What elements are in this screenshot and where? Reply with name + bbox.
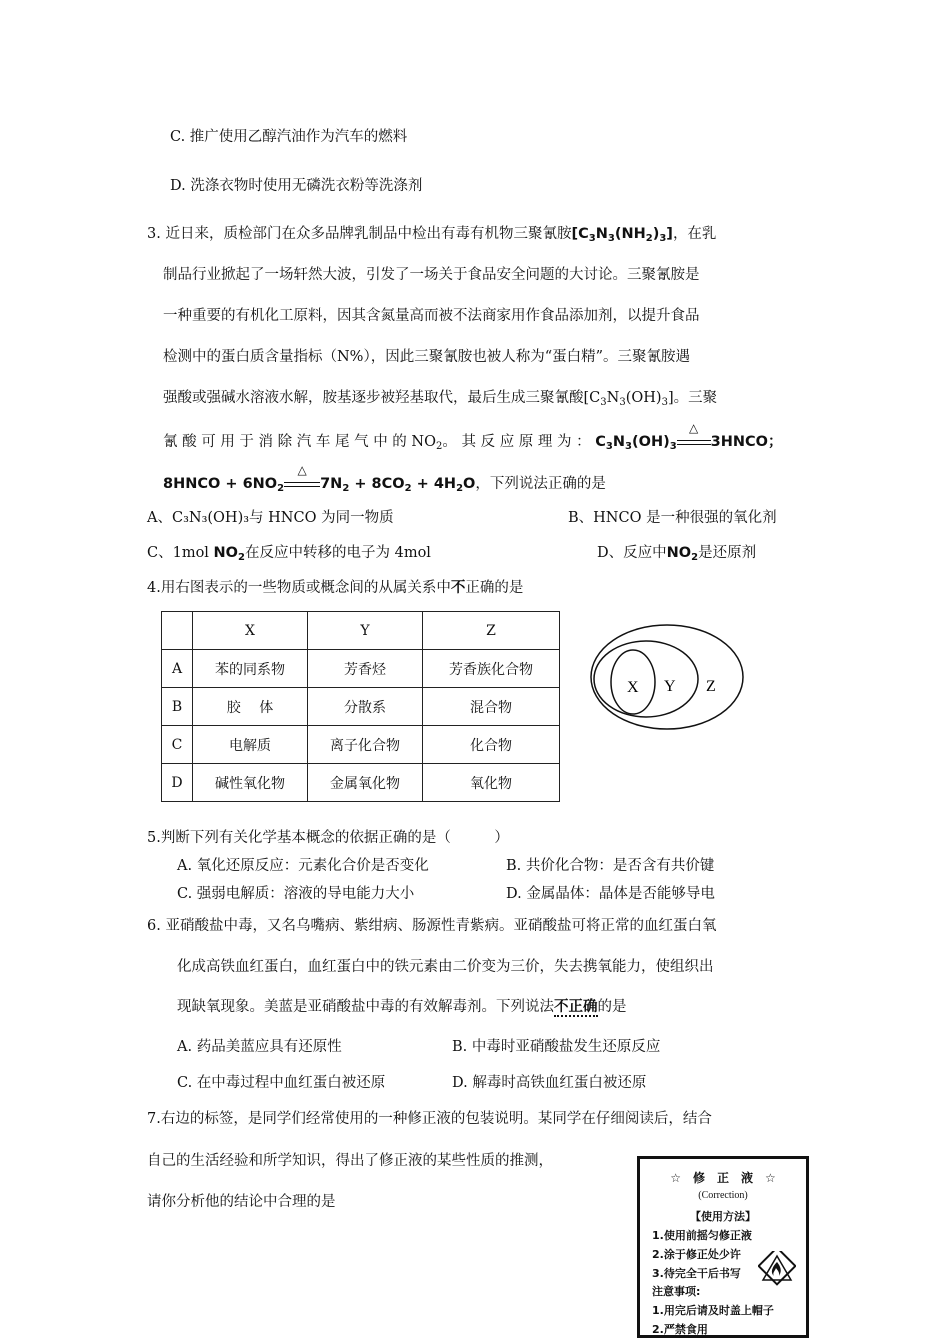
q3-line-1-text: 3. 近日来，质检部门在众多品牌乳制品中检出有毒有机物三聚氰胺 bbox=[147, 226, 572, 242]
q6-line-3-text: 现缺氧现象。美蓝是亚硝酸盐中毒的有效解毒剂。下列说法 bbox=[177, 999, 554, 1015]
table-cell: 胶 体 bbox=[193, 688, 308, 726]
table-row bbox=[162, 764, 560, 802]
label-usage-3: 3.待完全干后书写 bbox=[652, 1267, 741, 1280]
label-usage-1: 1.使用前摇匀修正液 bbox=[652, 1229, 752, 1242]
q5-option-b: B. 共价化合物：是否含有共价键 bbox=[506, 858, 715, 874]
q5-option-c: C. 强弱电解质：溶液的导电能力大小 bbox=[177, 886, 415, 902]
q3-line-5-text: 强酸或强碱水溶液水解，胺基逐步被羟基取代，最后生成三聚氰酸 bbox=[163, 390, 584, 406]
q5-stem: 5.判断下列有关化学基本概念的依据正确的是（ ） bbox=[147, 830, 509, 846]
q3-option-a: A、C₃N₃(OH)₃与 HNCO 为同一物质 bbox=[147, 510, 394, 526]
label-note-2: 2.严禁食用 bbox=[652, 1323, 708, 1336]
q7-line-2: 自己的生活经验和所学知识，得出了修正液的某些性质的推测， bbox=[147, 1153, 553, 1169]
q7-line-1: 7.右边的标签，是同学们经常使用的一种修正液的包装说明。某同学在仔细阅读后，结合 bbox=[147, 1111, 712, 1127]
label-subtitle: (Correction) bbox=[698, 1190, 748, 1201]
q3-line-1-tail: ，在乳 bbox=[672, 226, 717, 242]
label-usage-2: 2.涂于修正处少许 bbox=[652, 1248, 741, 1261]
venn-diagram bbox=[588, 622, 750, 732]
q3-equation-2: 8HNCO + $6NO_2$ △ $7N_2 + 8CO_2 + 4H_2O$，下列说法正确的是 bbox=[163, 474, 606, 499]
table-cell: 金属氧化物 bbox=[308, 764, 423, 802]
q4-stem-tail: 正确的是 bbox=[465, 580, 524, 596]
table-cell: 电解质 bbox=[193, 726, 308, 764]
q3-option-d-tail: 是还原剂 bbox=[698, 545, 757, 561]
table-row bbox=[162, 688, 560, 726]
q3-no2: $NO_2$ bbox=[411, 434, 443, 452]
table-header-cell: X bbox=[193, 612, 308, 650]
label-title: ☆ 修 正 液 ☆ bbox=[670, 1171, 776, 1185]
table-cell: 苯的同系物 bbox=[193, 650, 308, 688]
q3-option-d-text: D、反应中 bbox=[597, 545, 667, 561]
table-cell: D bbox=[162, 764, 193, 802]
table-cell: 混合物 bbox=[423, 688, 560, 726]
q3-line-5-tail: 。三聚 bbox=[673, 390, 718, 406]
q3-option-b: B、HNCO 是一种很强的氧化剂 bbox=[568, 510, 777, 526]
q3-option-d-no2: $NO_2$ bbox=[666, 545, 699, 563]
q6-emphasis: 不正确 bbox=[554, 998, 598, 1015]
q3-melamine-formula: $[C_3N_3(NH_2)_3]$ bbox=[571, 226, 673, 244]
table-cell: 离子化合物 bbox=[308, 726, 423, 764]
table-cell: 氧化物 bbox=[423, 764, 560, 802]
q6-option-b: B. 中毒时亚硝酸盐发生还原反应 bbox=[452, 1039, 661, 1055]
q4-stem-text: 4.用右图表示的一些物质或概念间的从属关系中 bbox=[147, 580, 451, 596]
q6-line-3 bbox=[177, 997, 627, 1017]
q3-equation-1: $C_3N_3(OH)_3$ △ 3HNCO； bbox=[595, 434, 782, 450]
table-header-cell: Y bbox=[308, 612, 423, 650]
q3-line-5 bbox=[163, 388, 717, 413]
q6-line-2: 化成高铁血红蛋白，血红蛋白中的铁元素由二价变为三价，失去携氧能力，使组织出 bbox=[177, 959, 714, 975]
table-row bbox=[162, 726, 560, 764]
q3-option-c-tail: 在反应中转移的电子为 4mol bbox=[244, 545, 431, 561]
q3-equation-2-tail: ，下列说法正确的是 bbox=[475, 476, 606, 492]
q2-option-c: C. 推广使用乙醇汽油作为汽车的燃料 bbox=[170, 129, 408, 145]
venn-circle-y bbox=[594, 641, 698, 717]
q7-line-3: 请你分析他的结论中合理的是 bbox=[147, 1194, 336, 1210]
table-header-cell: Z bbox=[423, 612, 560, 650]
q3-line-6-mid: 。 其 反 应 原 理 为 ： bbox=[442, 434, 591, 450]
q3-line-6-text: 氰 酸 可 用 于 消 除 汽 车 尾 气 中 的 bbox=[163, 434, 407, 450]
table-cell: B bbox=[162, 688, 193, 726]
table-row bbox=[162, 650, 560, 688]
q6-line-3-tail: 的是 bbox=[597, 999, 627, 1015]
q3-cyanuric-formula: $[C_3N_3(OH)_3]$ bbox=[583, 390, 674, 408]
q5-option-d: D. 金属晶体：晶体是否能够导电 bbox=[506, 886, 715, 902]
q3-option-c-no2: $NO_2$ bbox=[213, 545, 245, 563]
q3-line-1 bbox=[147, 224, 716, 249]
flammable-warning-icon bbox=[758, 1251, 796, 1287]
label-note-1: 1.用完后请及时盖上帽子 bbox=[652, 1304, 774, 1317]
venn-label-y: Y bbox=[664, 678, 676, 695]
table-header-row bbox=[162, 612, 560, 650]
table-cell: 芳香烃 bbox=[308, 650, 423, 688]
q6-option-a: A. 药品美蓝应具有还原性 bbox=[177, 1039, 342, 1055]
q3-option-c-text: C、1mol bbox=[147, 545, 209, 561]
venn-label-z: Z bbox=[706, 678, 716, 695]
table-cell: 芳香族化合物 bbox=[423, 650, 560, 688]
q4-stem-emphasis: 不 bbox=[450, 580, 466, 596]
q3-line-2: 制品行业掀起了一场轩然大波，引发了一场关于食品安全问题的大讨论。三聚氰胺是 bbox=[163, 267, 700, 283]
table-cell: 化合物 bbox=[423, 726, 560, 764]
table-header-cell bbox=[162, 612, 193, 650]
q3-option-c bbox=[147, 543, 431, 568]
table-cell: A bbox=[162, 650, 193, 688]
correction-fluid-label bbox=[637, 1156, 809, 1338]
q3-option-d bbox=[597, 543, 756, 568]
q6-option-d: D. 解毒时高铁血红蛋白被还原 bbox=[452, 1075, 647, 1091]
q6-option-c: C. 在中毒过程中血红蛋白被还原 bbox=[177, 1075, 386, 1091]
label-notes-heading: 注意事项: bbox=[652, 1285, 701, 1298]
q4-table bbox=[161, 611, 560, 802]
label-usage-heading: 【使用方法】 bbox=[690, 1210, 756, 1223]
q6-line-1: 6. 亚硝酸盐中毒，又名乌嘴病、紫绀病、肠源性青紫病。亚硝酸盐可将正常的血红蛋白氧 bbox=[147, 918, 717, 934]
q3-line-3: 一种重要的有机化工原料，因其含氮量高而被不法商家用作食品添加剂，以提升食品 bbox=[163, 308, 700, 324]
q5-option-a: A. 氧化还原反应：元素化合价是否变化 bbox=[177, 858, 429, 874]
heat-delta-icon: △ bbox=[689, 421, 699, 435]
q3-line-6 bbox=[163, 421, 783, 457]
table-cell: 碱性氧化物 bbox=[193, 764, 308, 802]
table-cell: 分散系 bbox=[308, 688, 423, 726]
q4-stem bbox=[147, 578, 523, 598]
q3-line-4: 检测中的蛋白质含量指标（N%），因此三聚氰胺也被人称为“蛋白精”。三聚氰胺遇 bbox=[163, 349, 691, 365]
q2-option-d: D. 洗涤衣物时使用无磷洗衣粉等洗涤剂 bbox=[170, 178, 423, 194]
venn-label-x: X bbox=[627, 679, 639, 696]
table-cell: C bbox=[162, 726, 193, 764]
heat-delta-icon: △ bbox=[297, 463, 307, 477]
